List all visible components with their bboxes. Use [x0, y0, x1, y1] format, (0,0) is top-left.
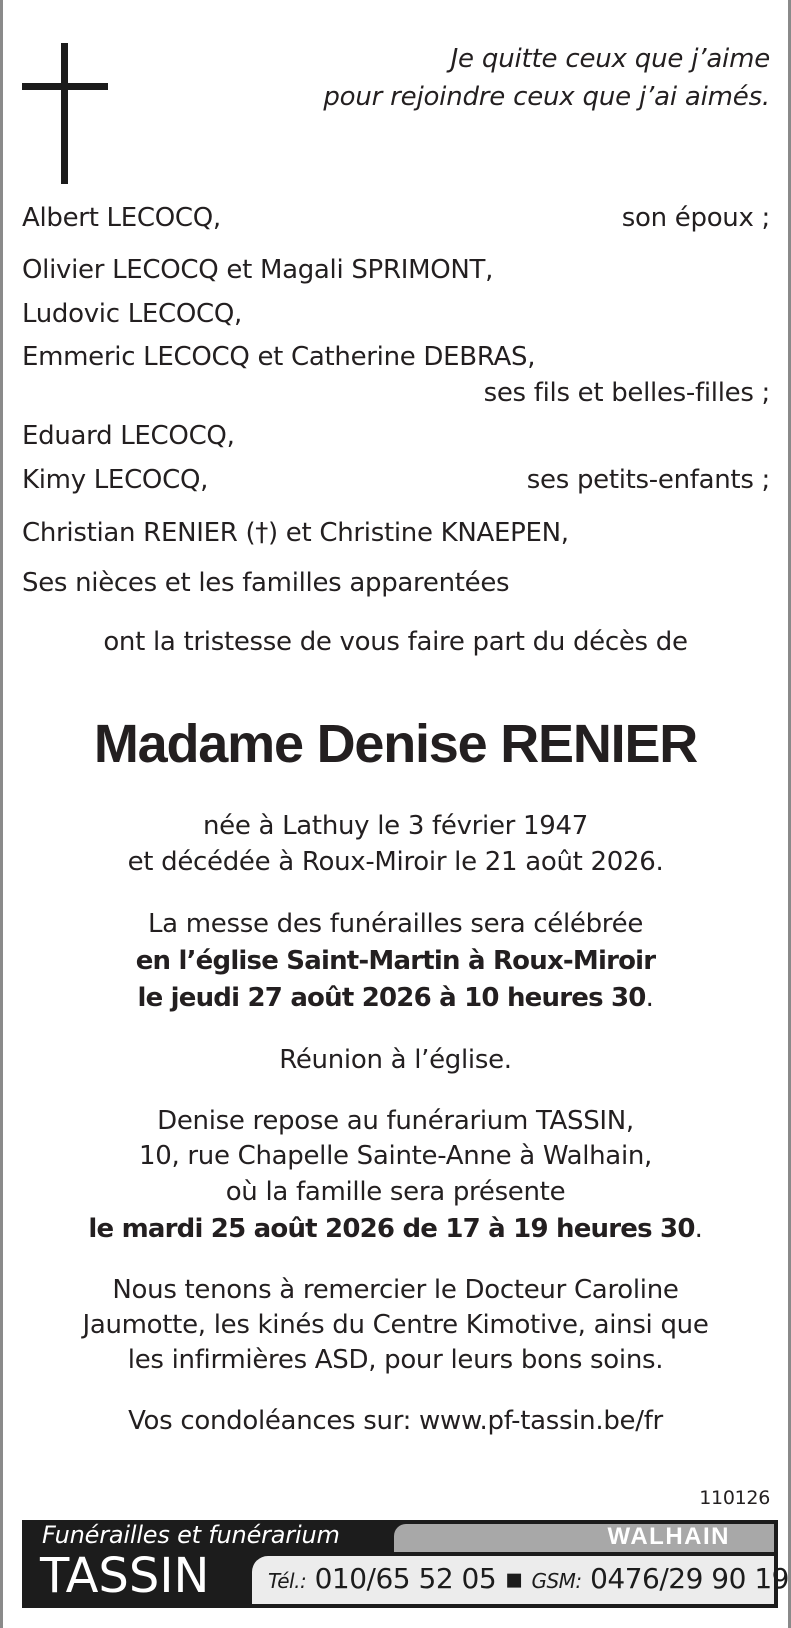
family-relation: ses petits-enfants ;	[526, 465, 770, 495]
mass-line: La messe des funérailles sera célébrée	[147, 909, 644, 939]
funeral-home-logo: TASSIN	[40, 1548, 210, 1604]
deceased-name: Madame Denise RENIER	[93, 714, 698, 774]
birth-info: née à Lathuy le 3 février 1947	[202, 811, 588, 841]
visitation-datetime-text: le mardi 25 août 2026 de 17 à 19 heures 30	[88, 1214, 695, 1244]
death-info: et décédée à Roux-Miroir le 21 août 2026.	[127, 847, 664, 877]
thanks-line: Nous tenons à remercier le Docteur Caroline	[112, 1275, 679, 1305]
family-relation: son époux ;	[621, 203, 770, 233]
family-member: Olivier LECOCQ et Magali SPRIMONT,	[22, 255, 494, 285]
family-relation: ses fils et belles-filles ;	[483, 378, 770, 408]
visitation-line: où la famille sera présente	[225, 1177, 566, 1207]
family-member: Christian RENIER (†) et Christine KNAEPEN,	[22, 518, 569, 548]
family-member: Eduard LECOCQ,	[22, 421, 235, 451]
announcement: ont la tristesse de vous faire part du décès de	[103, 627, 688, 657]
condolences-line: Vos condoléances sur: www.pf-tassin.be/fr	[128, 1406, 663, 1436]
punctuation: .	[694, 1214, 703, 1244]
separator: ▪	[504, 1562, 524, 1595]
family-member: Ses nièces et les familles apparentées	[22, 568, 510, 598]
mass-datetime	[3, 981, 788, 1015]
quote-line: Je quitte ceux que j’aime	[450, 44, 770, 74]
gsm-label: GSM:	[531, 1569, 582, 1593]
visitation-line: 10, rue Chapelle Sainte-Anne à Walhain,	[138, 1141, 653, 1171]
family-member: Emmeric LECOCQ et Catherine DEBRAS,	[22, 342, 536, 372]
thanks-line: Jaumotte, les kinés du Centre Kimotive, ainsi que	[82, 1310, 709, 1340]
contact-info	[268, 1562, 789, 1595]
family-member: Kimy LECOCQ,	[22, 465, 209, 495]
visitation-line: Denise repose au funérarium TASSIN,	[157, 1106, 634, 1136]
cross-icon	[61, 43, 68, 184]
tel-label: Tél.:	[268, 1569, 307, 1593]
funeral-home-location: WALHAIN	[607, 1523, 730, 1550]
family-member: Albert LECOCQ,	[22, 203, 221, 233]
funeral-home-banner	[22, 1520, 789, 1608]
mass-datetime-text: le jeudi 27 août 2026 à 10 heures 30	[137, 983, 646, 1013]
reference-number: 110126	[699, 1487, 770, 1509]
mass-location-text: en l’église Saint-Martin à Roux-Miroir	[135, 946, 656, 976]
mass-location	[3, 944, 788, 978]
reunion: Réunion à l’église.	[279, 1045, 512, 1075]
punctuation: .	[645, 983, 654, 1013]
epitaph-quote	[323, 40, 770, 116]
cross-icon-bar	[22, 83, 108, 90]
footer-tagline: Funérailles et funérarium	[42, 1521, 340, 1549]
gsm-number: 0476/29 90 19	[590, 1562, 789, 1595]
thanks-line: les infirmières ASD, pour leurs bons soins.	[127, 1345, 664, 1375]
quote-line: pour rejoindre ceux que j’ai aimés.	[323, 82, 770, 112]
tel-number: 010/65 52 05	[314, 1562, 497, 1595]
family-member: Ludovic LECOCQ,	[22, 299, 243, 329]
visitation-datetime	[3, 1212, 788, 1246]
